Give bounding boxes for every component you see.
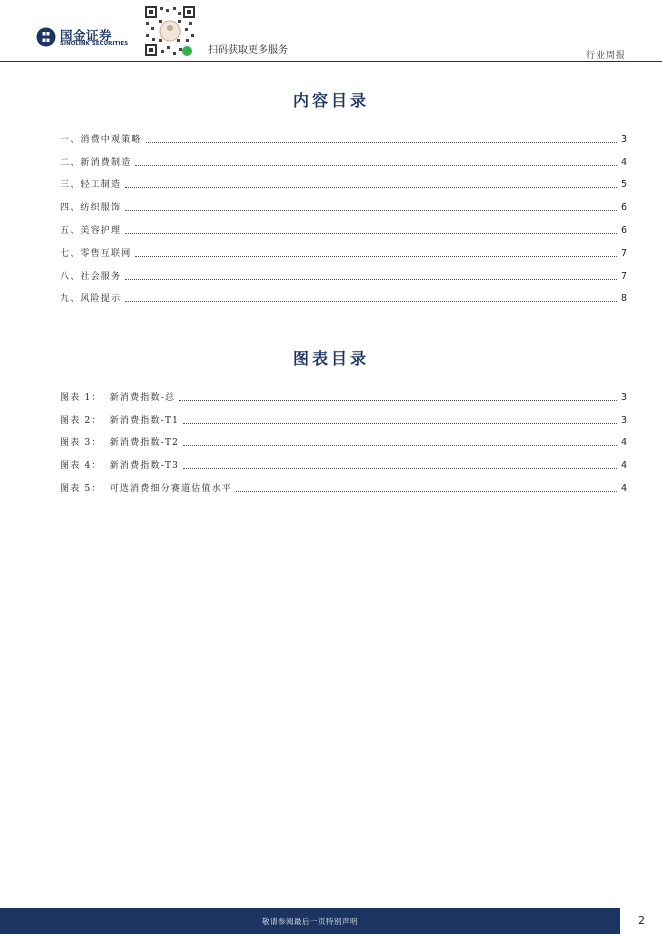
toc-entry-page: 6 <box>620 202 627 214</box>
sinolink-logo-icon <box>36 27 56 47</box>
figure-entry-page: 4 <box>620 437 627 449</box>
figures-title: 图表目录 <box>292 349 369 368</box>
dot-leader <box>125 278 617 280</box>
toc-entry-page: 6 <box>620 224 627 236</box>
toc-entry-label: 一、消费中观策略 <box>60 134 142 145</box>
figure-entry-page: 4 <box>620 482 627 494</box>
toc-entry-page: 4 <box>620 156 627 168</box>
toc-entry-page: 3 <box>620 133 627 145</box>
dot-leader <box>125 232 617 234</box>
dot-leader <box>125 300 617 302</box>
figures-list <box>60 380 627 494</box>
sinolink-logo <box>36 26 136 50</box>
dot-leader <box>125 186 617 188</box>
figure-entry[interactable] <box>60 471 627 494</box>
dot-leader <box>135 255 617 257</box>
dot-leader <box>183 422 617 424</box>
toc-entry[interactable] <box>60 259 627 282</box>
toc-entry[interactable] <box>60 168 627 191</box>
qr-code-icon[interactable] <box>143 4 197 58</box>
figure-entry-label: 图表 1： 新消费指数-总 <box>60 392 176 403</box>
figure-entry[interactable] <box>60 448 627 471</box>
figure-entry-page: 3 <box>620 414 627 426</box>
toc-entry[interactable] <box>60 145 627 168</box>
logo-chinese-name: 国金证券 <box>60 28 113 43</box>
dot-leader <box>183 444 617 446</box>
dot-leader <box>125 209 617 211</box>
toc-entry[interactable] <box>60 190 627 213</box>
dot-leader <box>183 467 617 469</box>
figure-entry-label: 图表 5： 可选消费细分赛道估值水平 <box>60 483 233 494</box>
dot-leader <box>179 399 617 401</box>
page-number: 2 <box>638 914 645 927</box>
toc-entry-label: 五、美容护理 <box>60 225 122 236</box>
toc-entry[interactable] <box>60 122 627 145</box>
dot-leader <box>146 141 617 143</box>
toc-entry-label: 七、零售互联网 <box>60 248 132 259</box>
page-header <box>0 0 662 62</box>
toc-entry-page: 8 <box>620 293 627 305</box>
figure-entry[interactable] <box>60 403 627 426</box>
toc-entry-label: 八、社会服务 <box>60 271 122 282</box>
toc-entry-label: 九、风险提示 <box>60 294 122 305</box>
dot-leader <box>135 164 617 166</box>
figure-entry[interactable] <box>60 380 627 403</box>
contents-list <box>60 122 627 304</box>
toc-entry-page: 7 <box>620 247 627 259</box>
toc-entry[interactable] <box>60 236 627 259</box>
figure-entry-label: 图表 2： 新消费指数-T1 <box>60 415 180 426</box>
toc-entry-label: 二、新消费制造 <box>60 157 132 168</box>
dot-leader <box>236 490 617 492</box>
toc-entry-page: 5 <box>620 179 627 191</box>
figure-entry-page: 4 <box>620 460 627 472</box>
toc-entry[interactable] <box>60 213 627 236</box>
toc-entry-label: 四、纺织服饰 <box>60 203 122 214</box>
toc-entry[interactable] <box>60 282 627 305</box>
logo-english-name: SINOLINK SECURITIES <box>60 41 129 47</box>
toc-entry-page: 7 <box>620 270 627 282</box>
figure-entry-label: 图表 4： 新消费指数-T3 <box>60 461 180 472</box>
figure-entry-page: 3 <box>620 391 627 403</box>
contents-title: 内容目录 <box>292 91 369 110</box>
figure-entry[interactable] <box>60 426 627 449</box>
figure-entry-label: 图表 3： 新消费指数-T2 <box>60 438 180 449</box>
report-type-label: 行业周报 <box>585 51 626 61</box>
toc-entry-label: 三、轻工制造 <box>60 180 122 191</box>
qr-caption: 扫码获取更多服务 <box>208 45 288 56</box>
header-divider <box>0 61 662 62</box>
footer-disclaimer: 敬请参阅最后一页特别声明 <box>262 917 358 926</box>
